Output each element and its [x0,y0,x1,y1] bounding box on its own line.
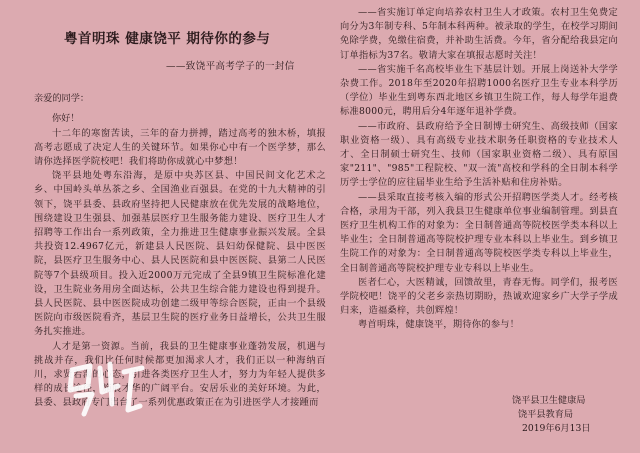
signature-org-education: 饶平县教育局 [518,409,574,420]
right-column [340,6,618,333]
page-title: 粤首明珠 健康饶平 期待你的参与 [64,31,271,47]
signature-date: 2019年6月13日 [522,423,591,434]
right-paragraph-3: ——市政府、县政府给予全日制博士研究生、高级技师（国家职业资格一级）、具有高级专业技术职务任职资格的专业技术人才、全日制硕士研究生、技师（国家职业资格二级）、具有原国家"211"、"985"工程院校、"双一流"高校和学科的全日制本科学历学士学位的应往届毕业生给予生活补贴和住房补贴。 [340,120,618,189]
right-paragraph-1: ——省实施订单定向培养农村卫生人才政策。农村卫生免费定向分为3年制专科、5年制本科两种。被录取的学生，在校学习期间免除学费，免缴住宿费，并补助生活费。今年，省分配给我县定向订单指标为37名。敬请大家在填报志愿时关注！ [340,7,618,61]
left-paragraph-3: 人才是第一资源。当前，我县的卫生健康事业蓬勃发展，机遇与挑战并存，我们比任何时候都更加渴求人才，我们正以一种海纳百川，求贤若渴的心态，引进各类医疗卫生人才，努力为年轻人提供多样的成长途径，施展才华的广阔平台。安居乐业的美好环境。为此，县委、县政府专门出台了一系列优惠政策正在为引进医学人才接踵而 [34,340,326,409]
watermark-logo-icon [62,356,148,426]
left-column [34,30,326,411]
left-paragraph-2: 饶平县地处粤东沿海，是原中央苏区县、中国民间文化艺术之乡、中国岭头单丛茶之乡、全国渔业百强县。在党的十九大精神的引领下，饶平县委、县政府坚持把人民健康放在优先发展的战略地位，围绕建设卫生强县、加强基层医疗卫生服务能力建设、医疗卫生人才招聘等工作出台一系列政策，全力推进卫生健康事业振兴发展。全县共投资12.4967亿元，新建县人民医院、县妇幼保健院、县中医医院，县医疗卫生服务中心、县人民医院和县中医医院、县第二人民医院等7个县级项目。投入近2000万元完成了全县9镇卫生院标准化建设，卫生院业务用房全面达标，公共卫生综合能力建设也得到提升。县人民医院、县中医医院成功创建二级甲等综合医院，正由一个县级医院向市级医院看齐，基层卫生院的医疗业务日益增长，公共卫生服务扎实推进。 [34,170,326,338]
hello-line: 你好！ [52,113,80,125]
signature-org-health: 饶平县卫生健康局 [512,395,586,406]
left-paragraph-1: 十二年的寒窗苦读，三年的奋力拼搏，踏过高考的独木桥，填报高考志愿成了决定人生的关键环节。如果你心中有一个医学梦，那么请你选择医学院校吧！我们将助你成就心中梦想！ [34,127,326,168]
right-paragraph-6: 粤首明珠，健康饶平，期待你的参与！ [358,319,520,331]
right-paragraph-5: 医者仁心，大医精诚，回馈故里，青春无悔。同学们，报考医学院校吧！饶平的父老乡亲热切期盼，热诚欢迎家乡广大学子学成归来，造福桑梓，共创辉煌！ [340,276,618,317]
right-paragraph-4: ——县采取直接考核入编的形式公开招聘医学类人才。经考核合格，录用为干部，列入我县卫生健康单位事业编制管理。到县直医疗卫生机构工作的对象为：全日制普通高等院校医学类本科以上毕业生；全日制普通高等院校护理专业本科以上毕业生。到乡镇卫生院工作的对象为：全日制普通高等院校医学类专科以上毕业生，全日制普通高等院校护理专业专科以上毕业生。 [340,191,618,274]
greeting: 亲爱的同学： [34,93,90,105]
right-paragraph-2: ——省实施千名高校毕业生下基层计划。开展上岗送补大学学杂费工作。2018年至2020年招聘1000名医疗卫生专业本科学历（学位）毕业生到粤东西北地区乡镇卫生院工作，每人每学年退费标准8000元，聘用后分4年逐年退补学费。 [340,63,618,118]
page-subtitle: ——致饶平高考学子的一封信 [166,61,295,72]
